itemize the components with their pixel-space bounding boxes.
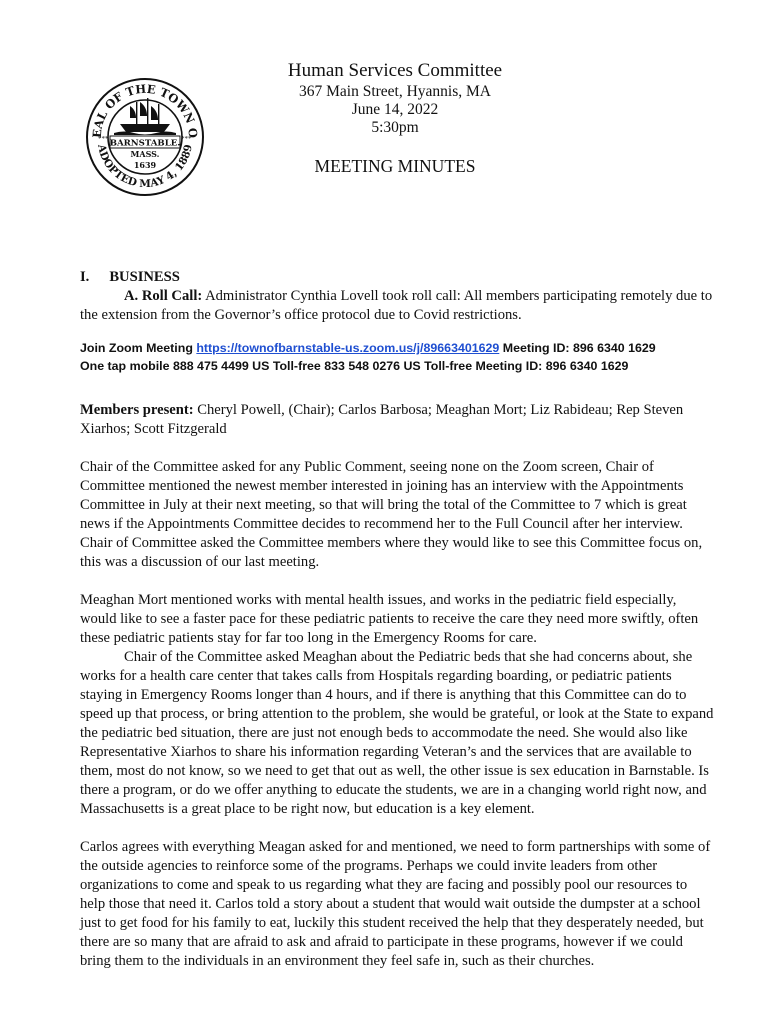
paragraph-pediatric-beds: Chair of the Committee asked Meaghan about the Pediatric beds that she had concerns about, she works for a health care center that takes calls from Hospitals regarding boarding, or pediatric patients staying in Emergency Rooms longer than 4 hours, and if there is anything that this Committee can do to speed up that process, or bring attention to the problem, she would be grateful, or look at the State to expand the pediatric bed situation, there are just not enough beds to accommodate the need. She would also like Representative Xiarhos to share his information regarding Veteran’s and the services that are available to them, most do not know, so we need to get that out as well, the other issue is sex education in Barnstable. Is there a program, or do we offer anything to educate the students, we are in a changing world right now, and Massachusetts is a great place to be right now, but education is a key element.	[80, 649, 714, 817]
zoom-info	[80, 339, 714, 375]
zoom-link[interactable]: https://townofbarnstable-us.zoom.us/j/89663401629	[196, 341, 500, 355]
svg-text:BARNSTABLE.: BARNSTABLE.	[109, 138, 181, 149]
roll-call-paragraph	[80, 287, 714, 325]
svg-text:SEAL OF THE TOWN OF: EAL OF THE TOWN O	[89, 81, 201, 139]
section-heading	[80, 268, 714, 287]
zoom-join-line	[80, 339, 714, 357]
roll-call-text: Administrator Cynthia Lovell took roll call: All members participating remotely due to the extension from the Governor’s office protocol due to Covid restrictions.	[80, 288, 713, 323]
ship-icon	[114, 98, 176, 135]
paragraph-public-comment: Chair of the Committee asked for any Public Comment, seeing none on the Zoom screen, Chair of Committee mentioned the newest member interested in joining has an interview with the Appointments Committee in July at their next meeting, so that will bring the total of the Committee to 7 which is great news if the Appointments Committee decides to recommend her to the Full Council after her interview. Chair of Committee asked the Committee members where they would like to see this Committee focus on, this was a discussion of our last meeting.	[80, 459, 703, 570]
zoom-meeting-id: Meeting ID: 896 6340 1629	[499, 341, 656, 355]
section-numeral: I.	[80, 269, 90, 285]
document-title: MEETING MINUTES	[314, 156, 476, 176]
section-title: BUSINESS	[109, 269, 180, 285]
members-present-paragraph	[80, 401, 714, 439]
svg-text:MASS.: MASS.	[130, 149, 160, 159]
svg-text:***: ***	[98, 135, 109, 143]
meeting-time: 5:30pm	[371, 119, 419, 136]
svg-text:***: ***	[181, 135, 192, 143]
paragraph-meaghan-mort: Meaghan Mort mentioned works with mental health issues, and works in the pediatric field especially, would like to see a faster pace for these pediatric patients to receive the care they need more swiftly, often these pediatric patients stay for far too long in the Emergency Rooms for care.	[80, 592, 699, 646]
svg-text:1639: 1639	[133, 160, 157, 170]
svg-text:ADOPTED MAY 4, 1889: ADOPTED MAY 4, 1889	[95, 143, 195, 191]
members-present-label: Members present:	[80, 402, 194, 418]
address: 367 Main Street, Hyannis, MA	[298, 83, 491, 100]
paragraph-carlos: Carlos agrees with everything Meagan asked for and mentioned, we need to form partnerships with some of the outside agencies to reinforce some of the programs. Perhaps we could invite leaders from other organizations to come and speak to us regarding what they are facing and possibly pool our resources to help those that need it. Carlos told a story about a student that would wait outside the dumpster at a school just to get food for his family to eat, luckily this student received the help that they desperately needed, but there are so many that are afraid to ask and afraid to participate in these programs, however if we could bring them to the individuals in an environment they feel safe in, such as their churches.	[80, 839, 711, 969]
zoom-tap-line: One tap mobile 888 475 4499 US Toll-free 833 548 0276 US Toll-free Meeting ID: 896 6340 1629	[80, 359, 629, 373]
zoom-join-label: Join Zoom Meeting	[80, 341, 197, 355]
committee-title: Human Services Committee	[287, 60, 503, 81]
town-seal	[84, 76, 206, 198]
roll-call-label: A. Roll Call:	[124, 288, 203, 304]
members-present-list: Cheryl Powell, (Chair); Carlos Barbosa; Meaghan Mort; Liz Rabideau; Rep Steven Xiarhos; Scott Fitzgerald	[80, 402, 684, 437]
document-header	[230, 60, 560, 137]
minutes-body	[80, 268, 714, 971]
meeting-date: June 14, 2022	[351, 101, 439, 118]
